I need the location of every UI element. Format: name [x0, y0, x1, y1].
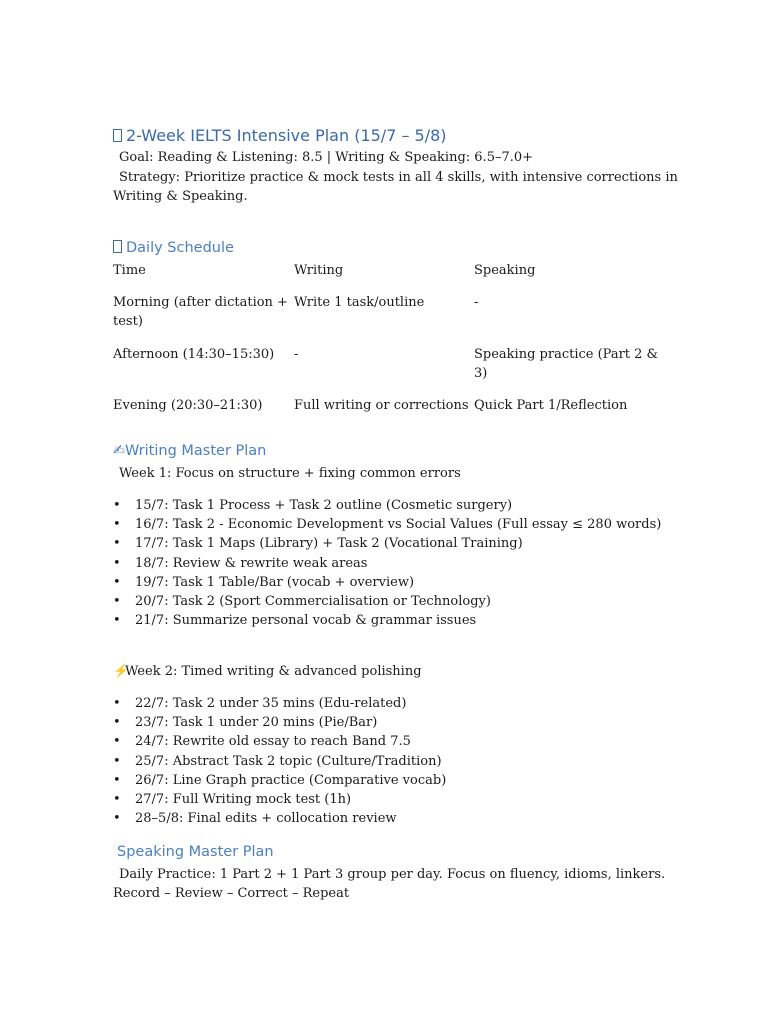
list-item — [113, 809, 446, 828]
week1-list — [113, 496, 661, 630]
table-header-time: Time — [113, 263, 146, 278]
bullet-icon: • — [113, 536, 121, 552]
list-item-text: 21/7: Summarize personal vocab & grammar issues — [135, 613, 477, 629]
bullet-icon: • — [113, 734, 121, 750]
missing-glyph-icon — [113, 240, 122, 253]
list-item-text: 22/7: Task 2 under 35 mins (Edu-related) — [135, 696, 407, 711]
table-header-writing: Writing — [294, 263, 344, 278]
list-item — [113, 732, 446, 751]
writing-plan-heading-text: Writing Master Plan — [125, 443, 267, 459]
table-cell-time: Morning (after dictation + test) — [113, 295, 288, 329]
bullet-icon: • — [113, 772, 121, 788]
bullet-icon: • — [113, 696, 121, 711]
bullet-icon: • — [113, 811, 121, 827]
speaking-line-2: Record – Review – Correct – Repeat — [113, 886, 350, 901]
list-item-text: 26/7: Line Graph practice (Comparative vocab) — [135, 772, 447, 788]
list-item — [113, 496, 661, 515]
table-cell-writing: Write 1 task/outline — [294, 295, 425, 310]
goal-line: Goal: Reading & Listening: 8.5 | Writing & Speaking: 6.5–7.0+ — [119, 150, 534, 165]
table-cell-speaking: Quick Part 1/Reflection — [474, 398, 628, 413]
bullet-icon: • — [113, 498, 121, 513]
list-item — [113, 790, 446, 809]
table-cell-time: Afternoon (14:30–15:30) — [113, 347, 275, 362]
strategy-line-1: Strategy: Prioritize practice & mock tests in all 4 skills, with intensive corrections in — [119, 170, 678, 185]
list-item-text: 18/7: Review & rewrite weak areas — [135, 555, 368, 571]
writing-plan-heading — [113, 443, 266, 459]
list-item — [113, 515, 661, 534]
list-item — [113, 592, 661, 611]
list-item-text: 19/7: Task 1 Table/Bar (vocab + overview) — [135, 574, 415, 590]
lightning-icon: ⚡ — [113, 664, 130, 679]
list-item — [113, 554, 661, 573]
list-item-text: 23/7: Task 1 under 20 mins (Pie/Bar) — [135, 715, 378, 731]
writing-hand-icon: ✍ — [113, 443, 126, 459]
document-title — [113, 126, 447, 145]
bullet-icon: • — [113, 574, 121, 590]
table-cell-time: Evening (20:30–21:30) — [113, 398, 263, 413]
table-cell-writing: Full writing or corrections — [294, 398, 469, 413]
speaking-line-1: Daily Practice: 1 Part 2 + 1 Part 3 group per day. Focus on fluency, idioms, linkers. — [119, 867, 666, 882]
list-item-text: 20/7: Task 2 (Sport Commercialisation or Technology) — [135, 593, 491, 609]
strategy-line-2: Writing & Speaking. — [113, 189, 248, 204]
bullet-icon: • — [113, 517, 121, 533]
week2-list — [113, 694, 446, 828]
list-item-text: 25/7: Abstract Task 2 topic (Culture/Tradition) — [135, 753, 442, 769]
list-item — [113, 694, 446, 713]
list-item-text: 15/7: Task 1 Process + Task 2 outline (Cosmetic surgery) — [135, 498, 513, 513]
list-item-text: 16/7: Task 2 - Economic Development vs Social Values (Full essay ≤ 280 words) — [135, 517, 662, 533]
bullet-icon: • — [113, 555, 121, 571]
week2-title: ⚡Week 2: Timed writing & advanced polishing — [113, 664, 422, 679]
bullet-icon: • — [113, 753, 121, 769]
daily-schedule-heading-text: Daily Schedule — [126, 240, 234, 256]
list-item — [113, 611, 661, 630]
daily-schedule-heading — [113, 240, 234, 256]
title-text: 2-Week IELTS Intensive Plan (15/7 – 5/8) — [126, 126, 447, 145]
list-item — [113, 573, 661, 592]
speaking-plan-heading: Speaking Master Plan — [117, 844, 274, 860]
bullet-icon: • — [113, 791, 121, 807]
list-item — [113, 771, 446, 790]
list-item-text: 28–5/8: Final edits + collocation review — [135, 811, 397, 827]
week1-title: Week 1: Focus on structure + fixing common errors — [119, 466, 461, 481]
list-item-text: 24/7: Rewrite old essay to reach Band 7.5 — [135, 734, 411, 750]
bullet-icon: • — [113, 715, 121, 731]
list-item-text: 27/7: Full Writing mock test (1h) — [135, 791, 352, 807]
table-header-speaking: Speaking — [474, 263, 536, 278]
table-cell-speaking: - — [474, 295, 479, 310]
list-item — [113, 534, 661, 553]
list-item — [113, 713, 446, 732]
list-item — [113, 752, 446, 771]
missing-glyph-icon — [113, 129, 122, 142]
bullet-icon: • — [113, 613, 121, 629]
table-cell-writing: - — [294, 347, 299, 362]
bullet-icon: • — [113, 593, 121, 609]
list-item-text: 17/7: Task 1 Maps (Library) + Task 2 (Vocational Training) — [135, 536, 523, 552]
table-cell-speaking: Speaking practice (Part 2 & 3) — [474, 347, 659, 381]
